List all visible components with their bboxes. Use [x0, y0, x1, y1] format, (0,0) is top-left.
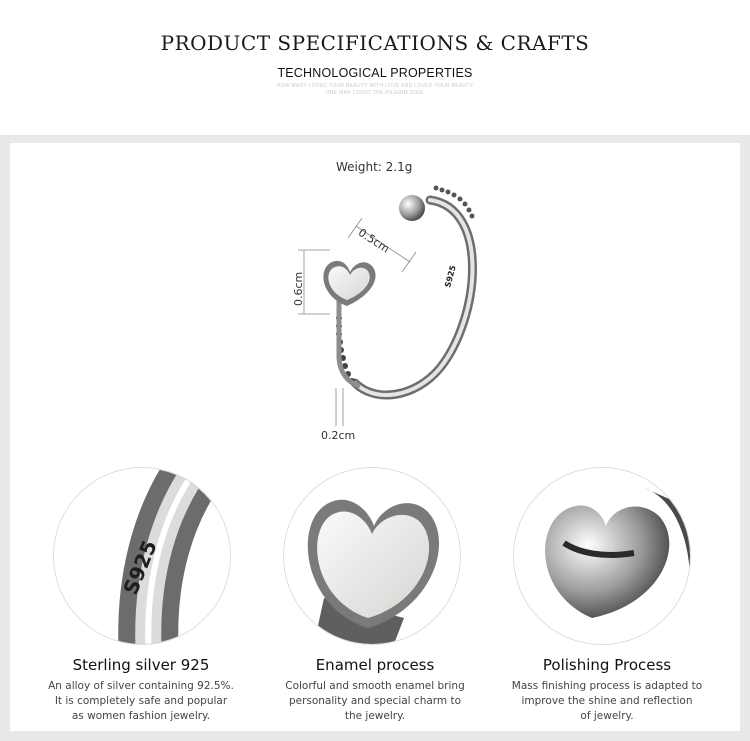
feature-title-silver: Sterling silver 925 — [72, 656, 210, 674]
enamel-closeup — [283, 467, 461, 645]
page-title: PRODUCT SPECIFICATIONS & CRAFTS — [160, 31, 590, 55]
ring-diagram — [290, 178, 490, 438]
ring-ball — [399, 195, 425, 221]
polishing-closeup — [513, 467, 691, 645]
feature-desc-silver: An alloy of silver containing 92.5%. It is completely safe and popular as women fashion jewelry. — [48, 680, 234, 722]
ring-heart — [323, 261, 375, 306]
stamp-closeup: S925 — [118, 536, 162, 598]
sterling-silver-closeup — [53, 467, 231, 645]
page-subtitle: TECHNOLOGICAL PROPERTIES — [277, 66, 473, 80]
tagline-line-1: HOW MANY LOVED YOUR BEAUTY WITH LOVE AND LOVED YOUR BEAUTY — [276, 83, 474, 89]
feature-desc-polishing: Mass finishing process is adapted to improve the shine and reflection of jewelry. — [511, 680, 703, 722]
header-banner — [0, 0, 750, 135]
ring-band — [355, 200, 473, 395]
feature-title-polishing: Polishing Process — [542, 656, 672, 674]
ring-stamp: S925 — [443, 264, 458, 289]
dimension-height: 0.6cm — [292, 271, 305, 306]
feature-title-enamel: Enamel process — [315, 656, 435, 674]
dimension-band: 0.2cm — [321, 429, 356, 442]
dimension-width: 0.5cm — [355, 226, 392, 256]
tagline-line-2: ONE MAN LOVED THE PILGRIM SOUL — [325, 90, 425, 96]
feature-desc-enamel: Colorful and smooth enamel bring personality and special charm to the jewelry. — [285, 680, 465, 722]
weight-label: Weight: 2.1g — [336, 160, 413, 174]
